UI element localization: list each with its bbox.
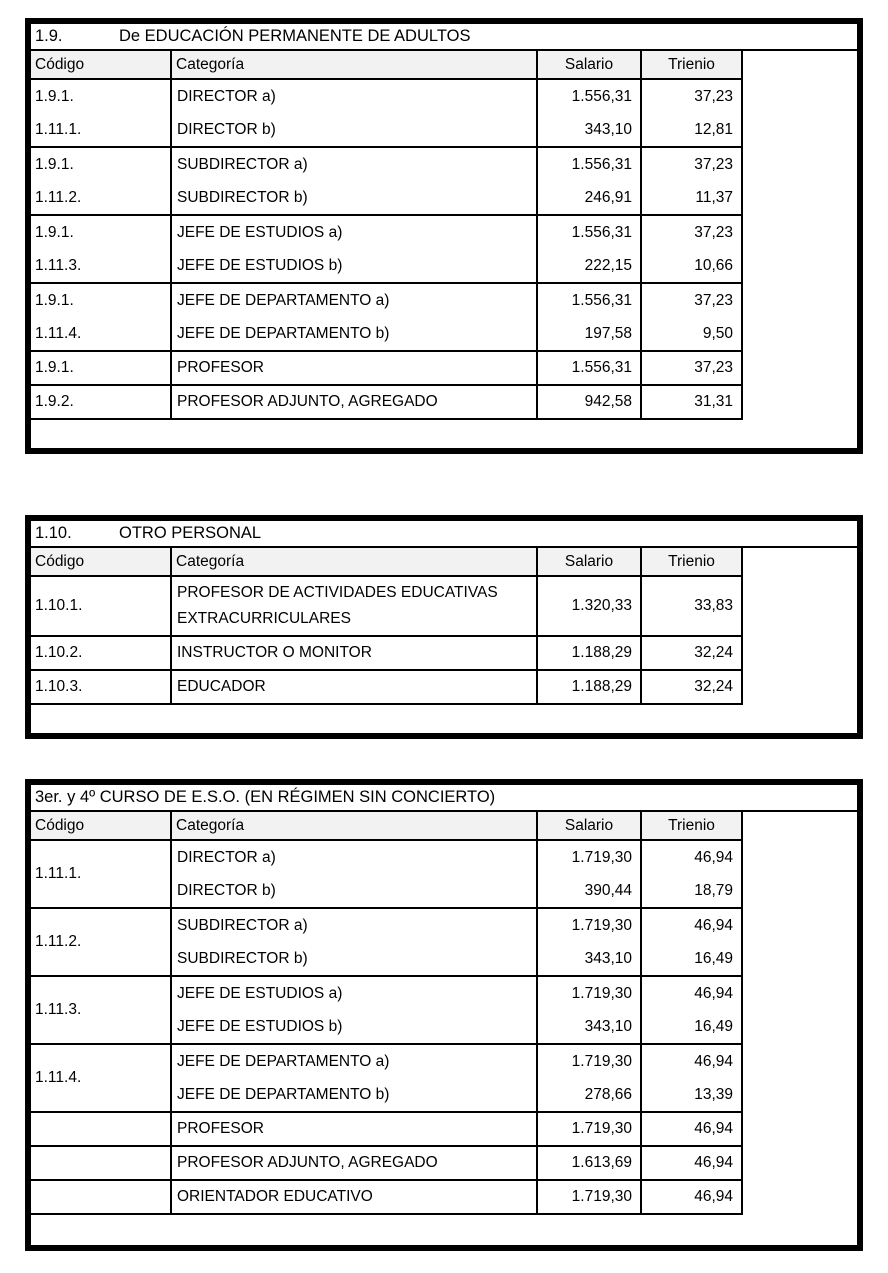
cell-codigo: 1.11.3. [31, 977, 172, 1045]
table-row-orientador [31, 1181, 857, 1215]
cell-codigo: 1.10.2. [31, 637, 172, 671]
row-gutter [743, 216, 857, 284]
table-title-row [31, 24, 857, 51]
cell-salario: 1.556,31 343,10 [538, 80, 642, 148]
cell-salario: 1.556,31 222,15 [538, 216, 642, 284]
cell-trienio: 37,23 [642, 352, 743, 386]
cell-categoria: SUBDIRECTOR a) SUBDIRECTOR b) [172, 148, 538, 216]
column-header-trienio: Trienio [642, 51, 743, 80]
cell-trienio: 37,23 12,81 [642, 80, 743, 148]
row-gutter [743, 909, 857, 977]
table-title-text: OTRO PERSONAL [119, 524, 262, 542]
table-row-profesor-adjunto [31, 1147, 857, 1181]
table-section-number: 1.10. [35, 524, 72, 542]
table-row-jefe-departamento [31, 284, 857, 352]
table-row-profesor [31, 1113, 857, 1147]
cell-categoria: JEFE DE ESTUDIOS a) JEFE DE ESTUDIOS b) [172, 977, 538, 1045]
row-gutter [743, 80, 857, 148]
column-header-codigo: Código [31, 548, 172, 577]
table-row-profesor [31, 352, 857, 386]
cell-salario: 1.719,30 [538, 1113, 642, 1147]
cell-trienio: 37,23 10,66 [642, 216, 743, 284]
cell-codigo: 1.11.4. [31, 1045, 172, 1113]
table-curso-eso [25, 779, 863, 1251]
table-title-row [31, 521, 857, 548]
column-header-salario: Salario [538, 548, 642, 577]
cell-codigo: 1.9.2. [31, 386, 172, 420]
column-header-salario: Salario [538, 812, 642, 841]
cell-salario: 942,58 [538, 386, 642, 420]
table-row-jefe-estudios [31, 216, 857, 284]
column-header-trienio: Trienio [642, 548, 743, 577]
cell-trienio: 32,24 [642, 637, 743, 671]
table-otro-personal [25, 515, 863, 739]
cell-trienio: 46,94 13,39 [642, 1045, 743, 1113]
row-gutter [743, 841, 857, 909]
cell-trienio: 37,23 9,50 [642, 284, 743, 352]
cell-salario: 1.320,33 [538, 577, 642, 637]
table-title-text: 3er. y 4º CURSO DE E.S.O. (EN RÉGIMEN SIN CONCIERTO) [35, 788, 496, 806]
cell-categoria: INSTRUCTOR O MONITOR [172, 637, 538, 671]
table-row-subdirector [31, 148, 857, 216]
cell-categoria: PROFESOR ADJUNTO, AGREGADO [172, 386, 538, 420]
column-header-row [31, 812, 857, 841]
table-title-text: De EDUCACIÓN PERMANENTE DE ADULTOS [119, 27, 471, 45]
cell-salario: 1.188,29 [538, 637, 642, 671]
cell-codigo: 1.11.2. [31, 909, 172, 977]
cell-trienio: 46,94 16,49 [642, 909, 743, 977]
header-gutter [743, 548, 857, 577]
cell-categoria: ORIENTADOR EDUCATIVO [172, 1181, 538, 1215]
cell-categoria: DIRECTOR a) DIRECTOR b) [172, 80, 538, 148]
cell-categoria: JEFE DE DEPARTAMENTO a) JEFE DE DEPARTAMENTO b) [172, 284, 538, 352]
cell-categoria: PROFESOR DE ACTIVIDADES EDUCATIVAS EXTRACURRICULARES [172, 577, 538, 637]
cell-categoria: SUBDIRECTOR a) SUBDIRECTOR b) [172, 909, 538, 977]
cell-codigo: 1.9.1. 1.11.3. [31, 216, 172, 284]
column-header-codigo: Código [31, 812, 172, 841]
cell-salario: 1.556,31 [538, 352, 642, 386]
row-gutter [743, 671, 857, 705]
cell-trienio: 46,94 [642, 1181, 743, 1215]
column-header-row [31, 548, 857, 577]
cell-categoria: DIRECTOR a) DIRECTOR b) [172, 841, 538, 909]
cell-codigo: 1.10.3. [31, 671, 172, 705]
table-section-number: 1.9. [35, 27, 63, 45]
cell-codigo: 1.9.1. 1.11.1. [31, 80, 172, 148]
cell-trienio: 31,31 [642, 386, 743, 420]
cell-trienio: 46,94 [642, 1147, 743, 1181]
column-header-categoria: Categoría [172, 812, 538, 841]
cell-salario: 1.613,69 [538, 1147, 642, 1181]
cell-codigo: 1.10.1. [31, 577, 172, 637]
cell-salario: 1.556,31 246,91 [538, 148, 642, 216]
table-row-subdirector [31, 909, 857, 977]
column-header-categoria: Categoría [172, 51, 538, 80]
cell-trienio: 46,94 16,49 [642, 977, 743, 1045]
row-gutter [743, 352, 857, 386]
row-gutter [743, 1181, 857, 1215]
table-footer-space [31, 705, 857, 733]
row-gutter [743, 1045, 857, 1113]
table-footer-space [31, 1215, 857, 1245]
table-row-jefe-estudios [31, 977, 857, 1045]
cell-categoria: JEFE DE DEPARTAMENTO a) JEFE DE DEPARTAMENTO b) [172, 1045, 538, 1113]
cell-codigo: 1.11.1. [31, 841, 172, 909]
cell-categoria: PROFESOR ADJUNTO, AGREGADO [172, 1147, 538, 1181]
cell-salario: 1.556,31 197,58 [538, 284, 642, 352]
header-gutter [743, 51, 857, 80]
cell-categoria: PROFESOR [172, 352, 538, 386]
cell-trienio: 46,94 18,79 [642, 841, 743, 909]
row-gutter [743, 386, 857, 420]
row-gutter [743, 977, 857, 1045]
header-gutter [743, 812, 857, 841]
table-row-profesor-adjunto [31, 386, 857, 420]
cell-salario: 1.719,30 343,10 [538, 977, 642, 1045]
row-gutter [743, 577, 857, 637]
row-gutter [743, 1113, 857, 1147]
table-row-profesor-actividades [31, 577, 857, 637]
cell-salario: 1.719,30 343,10 [538, 909, 642, 977]
row-gutter [743, 148, 857, 216]
cell-salario: 1.719,30 390,44 [538, 841, 642, 909]
cell-trienio: 46,94 [642, 1113, 743, 1147]
column-header-categoria: Categoría [172, 548, 538, 577]
table-title-row [31, 785, 857, 812]
column-header-row [31, 51, 857, 80]
cell-salario: 1.719,30 [538, 1181, 642, 1215]
column-header-codigo: Código [31, 51, 172, 80]
table-row-director [31, 80, 857, 148]
cell-codigo [31, 1147, 172, 1181]
row-gutter [743, 284, 857, 352]
table-row-instructor [31, 637, 857, 671]
cell-salario: 1.188,29 [538, 671, 642, 705]
cell-trienio: 37,23 11,37 [642, 148, 743, 216]
cell-salario: 1.719,30 278,66 [538, 1045, 642, 1113]
cell-categoria: EDUCADOR [172, 671, 538, 705]
cell-trienio: 32,24 [642, 671, 743, 705]
cell-codigo [31, 1181, 172, 1215]
cell-trienio: 33,83 [642, 577, 743, 637]
table-educacion-adultos [25, 18, 863, 454]
row-gutter [743, 1147, 857, 1181]
column-header-trienio: Trienio [642, 812, 743, 841]
table-row-director [31, 841, 857, 909]
table-footer-space [31, 420, 857, 448]
row-gutter [743, 637, 857, 671]
cell-codigo: 1.9.1. 1.11.2. [31, 148, 172, 216]
cell-codigo [31, 1113, 172, 1147]
column-header-salario: Salario [538, 51, 642, 80]
table-row-jefe-departamento [31, 1045, 857, 1113]
cell-codigo: 1.9.1. 1.11.4. [31, 284, 172, 352]
table-row-educador [31, 671, 857, 705]
cell-categoria: JEFE DE ESTUDIOS a) JEFE DE ESTUDIOS b) [172, 216, 538, 284]
cell-categoria: PROFESOR [172, 1113, 538, 1147]
cell-codigo: 1.9.1. [31, 352, 172, 386]
